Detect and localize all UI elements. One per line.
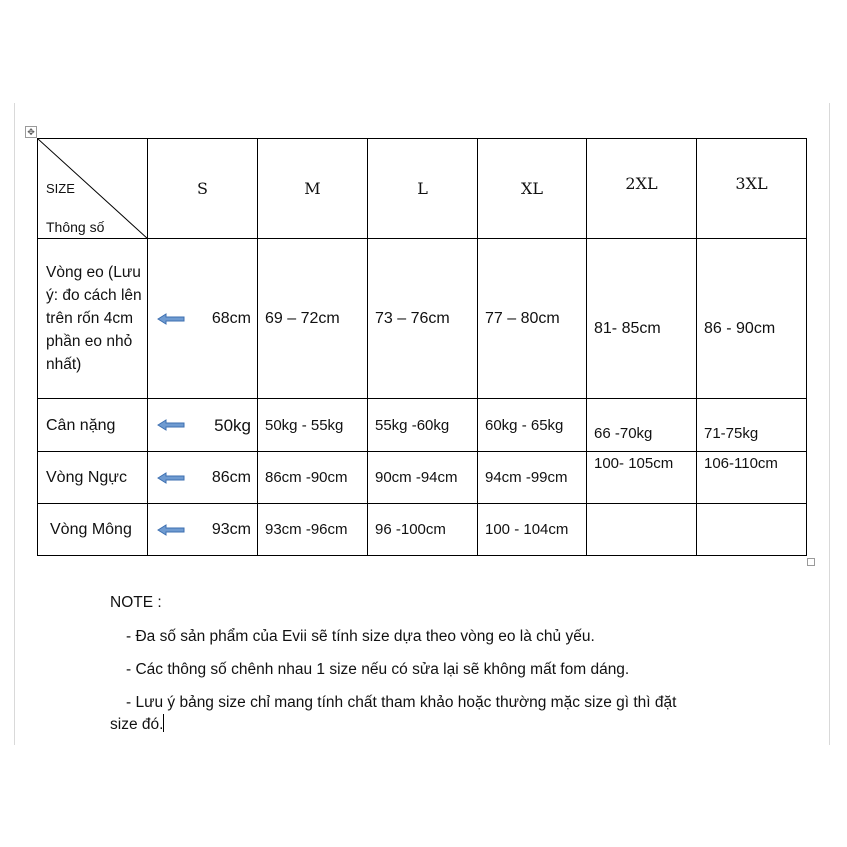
- size-label: SIZE: [46, 181, 75, 196]
- header-size-xl: XL: [478, 139, 587, 239]
- note-title: NOTE :: [110, 594, 162, 611]
- cell-hip-l: 96 -100cm: [368, 504, 478, 556]
- left-arrow-icon: [157, 419, 185, 431]
- header-row: [38, 139, 807, 239]
- row-label-waist: Vòng eo (Lưu ý: đo cách lên trên rốn 4cm phần eo nhỏ nhất): [38, 239, 148, 399]
- cell-weight-s: [148, 399, 258, 452]
- cell-hip-3xl: [697, 504, 807, 556]
- page-right-edge: [829, 103, 830, 745]
- cell-hip-2xl: [587, 504, 697, 556]
- note-line-2: - Các thông số chênh nhau 1 size nếu có sửa lại sẽ không mất fom dáng.: [126, 661, 630, 678]
- cell-waist-m: 69 – 72cm: [258, 239, 368, 399]
- value-text: 86cm: [211, 469, 251, 486]
- header-size-s: S: [148, 139, 258, 239]
- note-continuation-text: size đó.: [110, 716, 164, 733]
- left-arrow-icon: [157, 524, 185, 536]
- size-table: [37, 138, 807, 556]
- value-text: 93cm: [211, 521, 251, 538]
- param-label: Thông số: [46, 219, 105, 235]
- cell-chest-3xl: 106-110cm: [697, 452, 807, 504]
- value-text: 68cm: [211, 310, 251, 327]
- cell-weight-3xl: 71-75kg: [697, 399, 807, 452]
- notes-section: [110, 592, 750, 736]
- cell-hip-xl: 100 - 104cm: [478, 504, 587, 556]
- cell-weight-xl: 60kg - 65kg: [478, 399, 587, 452]
- cell-weight-m: 50kg - 55kg: [258, 399, 368, 452]
- header-size-3xl: 3XL: [697, 139, 807, 239]
- left-arrow-icon: [157, 472, 185, 484]
- table-row: [38, 399, 807, 452]
- table-resize-handle[interactable]: [807, 558, 815, 566]
- header-size-2xl: 2XL: [587, 139, 697, 239]
- cell-hip-s: [148, 504, 258, 556]
- cell-chest-xl: 94cm -99cm: [478, 452, 587, 504]
- header-size-m: M: [258, 139, 368, 239]
- cell-waist-xl: 77 – 80cm: [478, 239, 587, 399]
- corner-cell: [38, 139, 148, 239]
- cell-chest-2xl: 100- 105cm: [587, 452, 697, 504]
- note-line-1: - Đa số sản phẩm của Evii sẽ tính size dựa theo vòng eo là chủ yếu.: [126, 628, 595, 645]
- cell-waist-3xl: 86 - 90cm: [697, 239, 807, 399]
- cell-waist-s: [148, 239, 258, 399]
- note-continuation[interactable]: [110, 714, 750, 736]
- table-row: [38, 504, 807, 556]
- page-left-edge: [14, 103, 15, 745]
- note-line-3: - Lưu ý bảng size chỉ mang tính chất tham khảo hoặc thường mặc size gì thì đặt: [126, 694, 677, 711]
- table-move-handle-icon[interactable]: ✥: [25, 126, 37, 138]
- row-label-weight: Cân nặng: [38, 399, 148, 452]
- header-size-l: L: [368, 139, 478, 239]
- cell-waist-2xl: 81- 85cm: [587, 239, 697, 399]
- table-row: [38, 452, 807, 504]
- left-arrow-icon: [157, 313, 185, 325]
- cell-weight-2xl: 66 -70kg: [587, 399, 697, 452]
- text-cursor: [163, 714, 164, 732]
- cell-waist-l: 73 – 76cm: [368, 239, 478, 399]
- row-label-chest: Vòng Ngực: [38, 452, 148, 504]
- row-label-hip: Vòng Mông: [38, 504, 148, 556]
- cell-chest-s: [148, 452, 258, 504]
- cell-chest-l: 90cm -94cm: [368, 452, 478, 504]
- cell-chest-m: 86cm -90cm: [258, 452, 368, 504]
- cell-hip-m: 93cm -96cm: [258, 504, 368, 556]
- cell-weight-l: 55kg -60kg: [368, 399, 478, 452]
- value-text: 50kg: [214, 415, 251, 435]
- table-row: [38, 239, 807, 399]
